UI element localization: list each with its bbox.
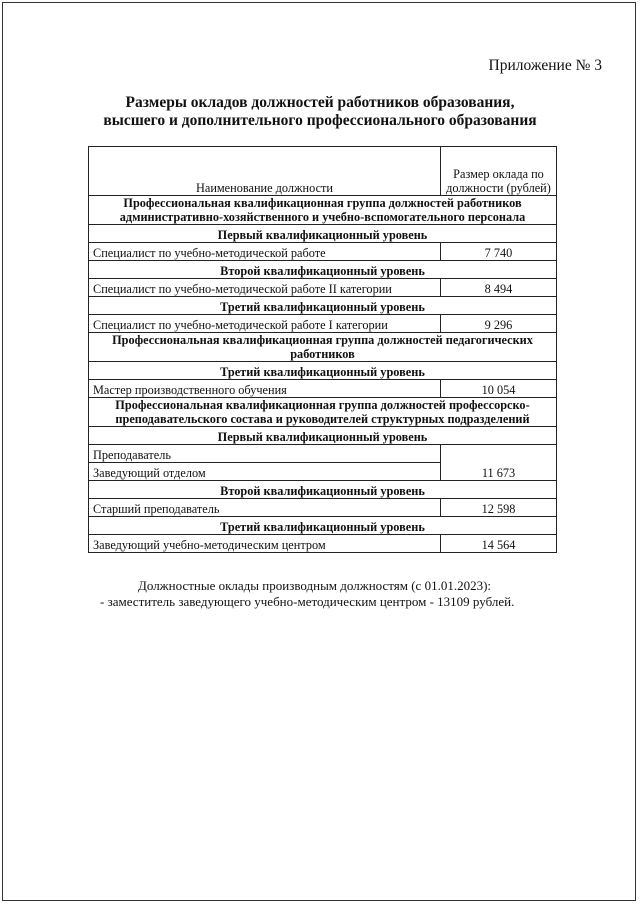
- group-title: Профессиональная квалификационная группа должностей педагогических работников: [89, 333, 557, 362]
- table-row: [89, 499, 557, 517]
- position-name: Заведующий учебно-методическим центром: [89, 535, 441, 553]
- footnote-line-2: - заместитель заведующего учебно-методическим центром - 13109 рублей.: [100, 594, 515, 609]
- salary-table: [88, 146, 557, 553]
- table-row: [89, 380, 557, 398]
- salary-value: 12 598: [441, 499, 557, 517]
- level-row: [89, 427, 557, 445]
- position-name: Мастер производственного обучения: [89, 380, 441, 398]
- group-title: Профессиональная квалификационная группа должностей профессорско-преподавательского состава и руководителей структурных подразделений: [89, 398, 557, 427]
- level-title: Первый квалификационный уровень: [89, 427, 557, 445]
- level-row: [89, 481, 557, 499]
- table-header-row: [89, 147, 557, 196]
- level-title: Третий квалификационный уровень: [89, 517, 557, 535]
- column-header-position: Наименование должности: [89, 147, 441, 196]
- position-name: Специалист по учебно-методической работе II категории: [89, 279, 441, 297]
- level-title: Второй квалификационный уровень: [89, 481, 557, 499]
- salary-value: 9 296: [441, 315, 557, 333]
- table-row: [89, 243, 557, 261]
- footnote-line-1: Должностные оклады производным должностям (с 01.01.2023):: [138, 578, 492, 593]
- table-row: [89, 535, 557, 553]
- salary-value: 7 740: [441, 243, 557, 261]
- level-title: Третий квалификационный уровень: [89, 362, 557, 380]
- salary-value: 14 564: [441, 535, 557, 553]
- level-row: [89, 362, 557, 380]
- table-row: [89, 315, 557, 333]
- group-title: Профессиональная квалификационная группа должностей работников административно-хозяйственного и учебно-вспомогательного персонала: [89, 196, 557, 225]
- level-row: [89, 297, 557, 315]
- table-body: [89, 196, 557, 553]
- level-title: Первый квалификационный уровень: [89, 225, 557, 243]
- position-name: Специалист по учебно-методической работе: [89, 243, 441, 261]
- group-row: [89, 333, 557, 362]
- level-row: [89, 225, 557, 243]
- level-row: [89, 517, 557, 535]
- level-title: Третий квалификационный уровень: [89, 297, 557, 315]
- appendix-label: Приложение № 3: [488, 57, 602, 74]
- table-row: [89, 279, 557, 297]
- table-row: [89, 445, 557, 463]
- level-title: Второй квалификационный уровень: [89, 261, 557, 279]
- level-row: [89, 261, 557, 279]
- salary-value: 8 494: [441, 279, 557, 297]
- column-header-salary: Размер оклада по должности (рублей): [441, 147, 557, 196]
- position-name: Старший преподаватель: [89, 499, 441, 517]
- salary-value: 10 054: [441, 380, 557, 398]
- position-name: Специалист по учебно-методической работе I категории: [89, 315, 441, 333]
- position-name: Заведующий отделом: [89, 463, 441, 481]
- group-row: [89, 398, 557, 427]
- document-title: [0, 94, 640, 130]
- salary-value: 11 673: [441, 445, 557, 481]
- position-name: Преподаватель: [89, 445, 441, 463]
- title-line-2: высшего и дополнительного профессионального образования: [103, 112, 537, 129]
- title-line-1: Размеры окладов должностей работников образования,: [125, 94, 515, 111]
- group-row: [89, 196, 557, 225]
- footnote: [100, 578, 514, 610]
